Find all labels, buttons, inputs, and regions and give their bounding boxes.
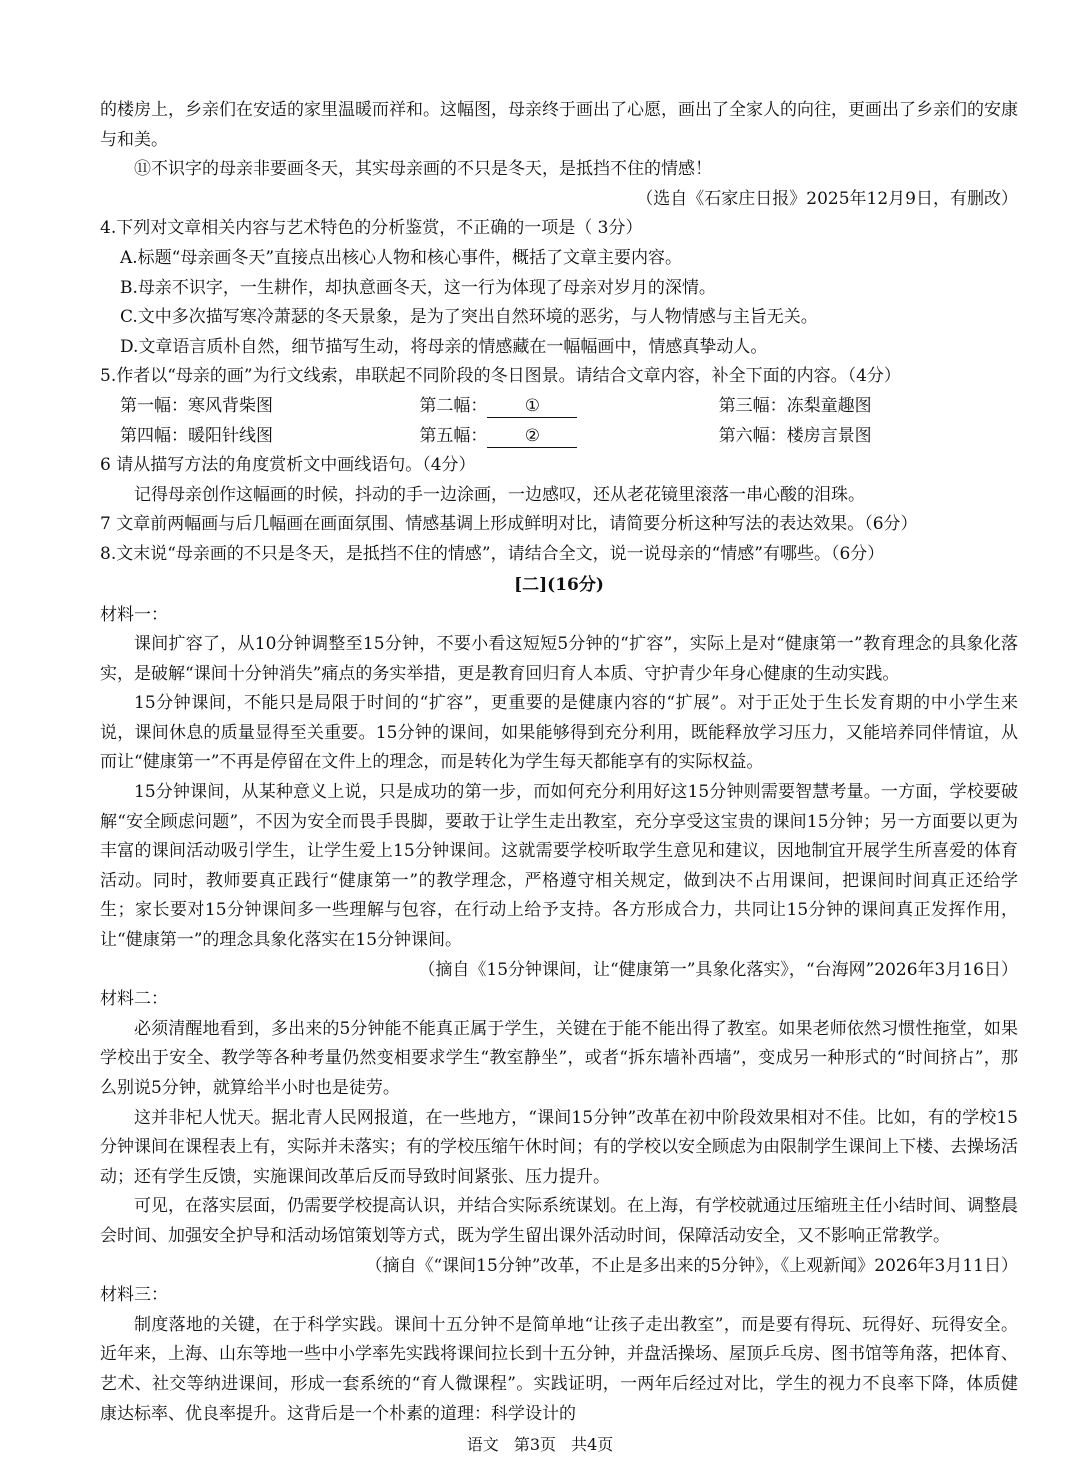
material-1-paragraph: 课间扩容了，从10分钟调整至15分钟，不要小看这短短5分钟的“扩容”，实际上是对“健康第一”教育理念的具象化落实，是破解“课间十分钟消失”痛点的务实举措，更是教育回归育人本质、守护青少年身心健康的生动实践。 [100, 634, 1018, 684]
picture-5-label: 第五幅： [419, 425, 488, 446]
question-7: 7 文章前两幅画与后几幅画在画面氛围、情感基调上形成鲜明对比，请简要分析这种写法的表达效果。（6分） [100, 514, 918, 535]
question-4-option-b: B.母亲不识字，一生耕作，却执意画冬天，这一行为体现了母亲对岁月的深情。 [120, 277, 716, 298]
question-4-option-c: C.文中多次描写寒冷萧瑟的冬天景象，是为了突出自然环境的恶劣，与人物情感与主旨无关。 [120, 307, 818, 328]
footer-total-pages: 共4页 [571, 1435, 614, 1454]
picture-4: 第四幅：暖阳针线图 [120, 425, 273, 446]
story-paragraph-11: ⑪不识字的母亲非要画冬天，其实母亲画的不只是冬天，是抵挡不住的情感！ [134, 159, 712, 180]
picture-3: 第三幅：冻梨童趣图 [718, 395, 872, 416]
material-1-paragraph: 15分钟课间，不能只是局限于时间的“扩容”，更重要的是健康内容的“扩展”。对于正处于生长发育期的中小学生来说，课间休息的质量显得至关重要。15分钟的课间，如果能够得到充分利用，既能释放学习压力，又能培养同伴情谊，从而让“健康第一”不再是停留在文件上的理念，而是转化为学生每天都能享有的实际权益。 [100, 693, 1018, 773]
picture-2 [419, 392, 718, 422]
picture-6: 第六幅：楼房言景图 [718, 425, 872, 446]
material-2-source: （摘自《“课间15分钟”改革，不止是多出来的5分钟》，《上观新闻》2026年3月11日） [365, 1255, 1018, 1276]
material-1-source: （摘自《15分钟课间，让“健康第一”具象化落实》，“台海网”2026年3月16日） [418, 959, 1018, 980]
picture-2-label: 第二幅： [419, 395, 488, 416]
material-2-paragraph: 必须清醒地看到，多出来的5分钟能不能真正属于学生，关键在于能不能出得了教室。如果老师依然习惯性拖堂，如果学校出于安全、教学等各种考量仍然变相要求学生“教室静坐”，或者“拆东墙补西墙”，变成另一种形式的“时间挤占”，那么别说5分钟，就算给半小时也是徒劳。 [100, 1018, 1018, 1098]
material-2-paragraph: 这并非杞人忧天。据北青人民网报道，在一些地方，“课间15分钟”改革在初中阶段效果相对不佳。比如，有的学校15分钟课间在课程表上有，实际并未落实；有的学校压缩午休时间；有的学校以安全顾虑为由限制学生课间上下楼、去操场活动；还有学生反馈，实施课间改革后反而导致时间紧张、压力提升。 [100, 1107, 1018, 1187]
material-2-label: 材料二： [100, 989, 168, 1010]
question-5-stem: 5.作者以“母亲的画”为行文线索，串联起不同阶段的冬日图景。请结合文章内容，补全下面的内容。（4分） [100, 366, 901, 387]
material-3-label: 材料三： [100, 1285, 168, 1306]
question-4-option-d: D.文章语言质朴自然，细节描写生动，将母亲的情感藏在一幅幅画中，情感真挚动人。 [120, 336, 768, 357]
section-2-title: [二](16分) [514, 574, 604, 595]
picture-1: 第一幅：寒风背柴图 [120, 395, 273, 416]
question-6-stem: 6 请从描写方法的角度赏析文中画线语句。（4分） [100, 455, 476, 476]
story-paragraph-end: 的楼房上，乡亲们在安适的家里温暖而祥和。这幅图，母亲终于画出了心愿，画出了全家人的向往，更画出了乡亲们的安康与和美。 [100, 100, 1018, 150]
footer-subject: 语文 [466, 1435, 499, 1454]
answer-blank-2[interactable]: ② [487, 425, 577, 448]
story-source: （选自《石家庄日报》2025年12月9日，有删改） [636, 188, 1018, 209]
material-2-paragraph: 可见，在落实层面，仍需要学校提高认识，并结合实际系统谋划。在上海，有学校就通过压缩班主任小结时间、调整晨会时间、加强安全护导和活动场馆策划等方式，既为学生留出课外活动时间，保障活动安全，又不影响正常教学。 [100, 1196, 1018, 1246]
picture-5 [419, 422, 718, 452]
question-4-option-a: A.标题“母亲画冬天”直接点出核心人物和核心事件，概括了文章主要内容。 [120, 247, 683, 268]
material-1-paragraph: 15分钟课间，从某种意义上说，只是成功的第一步，而如何充分利用好这15分钟则需要智慧考量。一方面，学校要破解“安全顾虑问题”，不因为安全而畏手畏脚，要敢于让学生走出教室，充分享受这宝贵的课间15分钟；另一方面要以更为丰富的课间活动吸引学生，让学生爱上15分钟课间。这就需要学校听取学生意见和建议，因地制宜开展学生所喜爱的体育活动。同时，教师要真正践行“健康第一”的教学理念，严格遵守相关规定，做到决不占用课间，把课间时间真正还给学生；家长要对15分钟课间多一些理解与包容，在行动上给予支持。各方形成合力，共同让15分钟的课间真正发挥作用，让“健康第一”的理念具象化落实在15分钟课间。 [100, 782, 1018, 951]
question-5-table [100, 392, 1018, 451]
question-6-quote: 记得母亲创作这幅画的时候，抖动的手一边涂画，一边感叹，还从老花镜里滚落一串心酸的泪珠。 [134, 484, 865, 505]
question-8: 8.文末说“母亲画的不只是冬天，是抵挡不住的情感”，请结合全文，说一说母亲的“情感”有哪些。（6分） [100, 543, 885, 564]
answer-blank-1[interactable]: ① [487, 395, 577, 418]
footer-page-number: 第3页 [513, 1435, 556, 1454]
material-1-label: 材料一： [100, 604, 168, 625]
material-3-paragraph: 制度落地的关键，在于科学实践。课间十五分钟不是简单地“让孩子走出教室”，而是要有得玩、玩得好、玩得安全。近年来，上海、山东等地一些中小学率先实践将课间拉长到十五分钟，并盘活操场、屋顶乒乓房、图书馆等角落，把体育、艺术、社交等纳进课间，形成一套系统的“育人微课程”。实践证明，一两年后经过对比，学生的视力不良率下降，体质健康达标率、优良率提升。这背后是一个朴素的道理：科学设计的 [100, 1314, 1018, 1424]
question-4-stem: 4.下列对文章相关内容与艺术特色的分析鉴赏，不正确的一项是（ 3分） [100, 218, 643, 239]
page-footer [0, 1432, 1080, 1455]
